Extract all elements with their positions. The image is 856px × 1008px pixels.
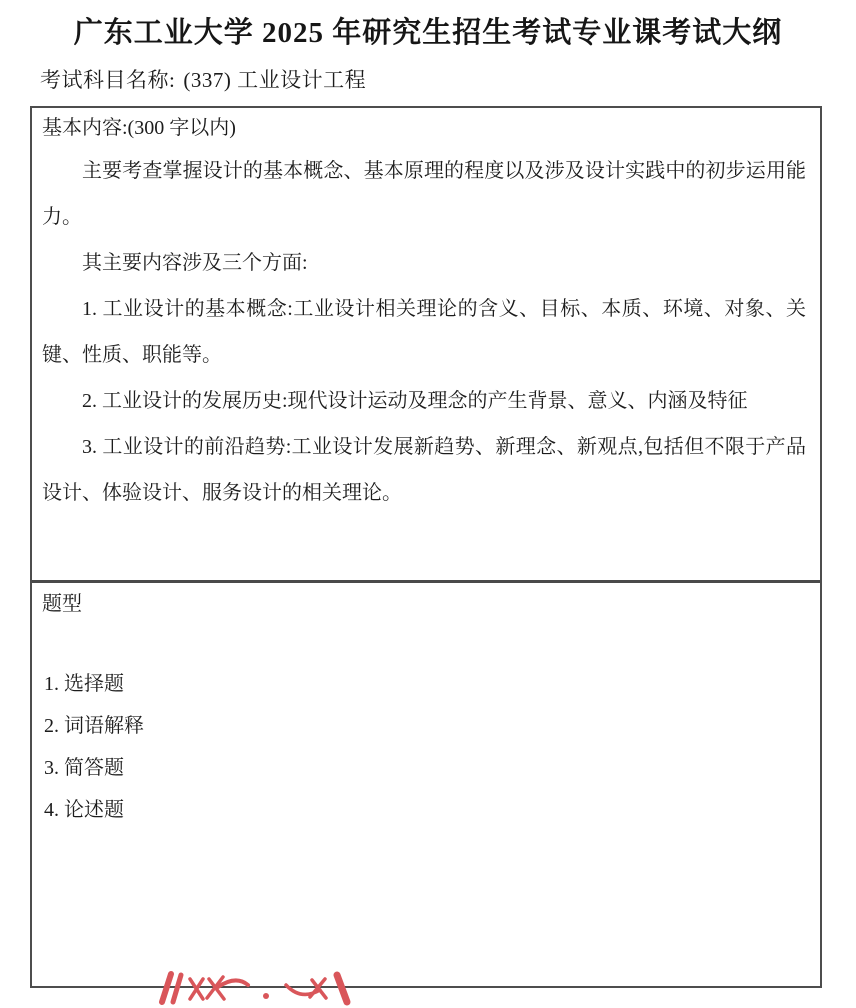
red-dot-mark: [263, 993, 269, 999]
paragraph-item-3: 3. 工业设计的前沿趋势:工业设计发展新趋势、新理念、新观点,包括但不限于产品设计、体验设计、服务设计的相关理论。: [42, 436, 806, 504]
question-types-list: [42, 663, 806, 831]
subject-value: (337) 工业设计工程: [183, 68, 367, 92]
content-box: [30, 106, 822, 988]
red-pen-marks: [148, 965, 358, 1008]
question-type-item: 2. 词语解释: [44, 715, 144, 737]
red-double-slash-mark: [162, 974, 171, 1002]
question-type-item: 3. 简答题: [44, 757, 124, 779]
question-type-item: 4. 论述题: [44, 799, 124, 821]
question-types-heading: 题型: [42, 593, 82, 615]
red-flourish-mark: [218, 980, 248, 987]
question-types-section: [32, 583, 820, 985]
red-double-slash-mark: [173, 975, 181, 1002]
red-backslash-mark: [337, 975, 347, 1002]
red-x-mark: [209, 979, 224, 999]
paragraph-item-2: 2. 工业设计的发展历史:现代设计运动及理念的产生背景、意义、内涵及特征: [82, 390, 748, 412]
paragraph-overview: 主要考查掌握设计的基本概念、基本原理的程度以及涉及设计实践中的初步运用能力。: [42, 160, 806, 228]
basic-content-heading: 基本内容:(300 字以内): [42, 117, 236, 139]
basic-content-paragraphs: [42, 148, 806, 516]
question-type-item: 1. 选择题: [44, 673, 124, 695]
subject-label: 考试科目名称:: [40, 68, 176, 92]
basic-content-section: [32, 108, 820, 583]
document-title: 广东工业大学 2025 年研究生招生考试专业课考试大纲: [73, 17, 783, 49]
paragraph-item-1: 1. 工业设计的基本概念:工业设计相关理论的含义、目标、本质、环境、对象、关键、性质、职能等。: [42, 298, 806, 366]
subject-line: [40, 64, 366, 94]
paragraph-three-aspects: 其主要内容涉及三个方面:: [82, 252, 308, 274]
